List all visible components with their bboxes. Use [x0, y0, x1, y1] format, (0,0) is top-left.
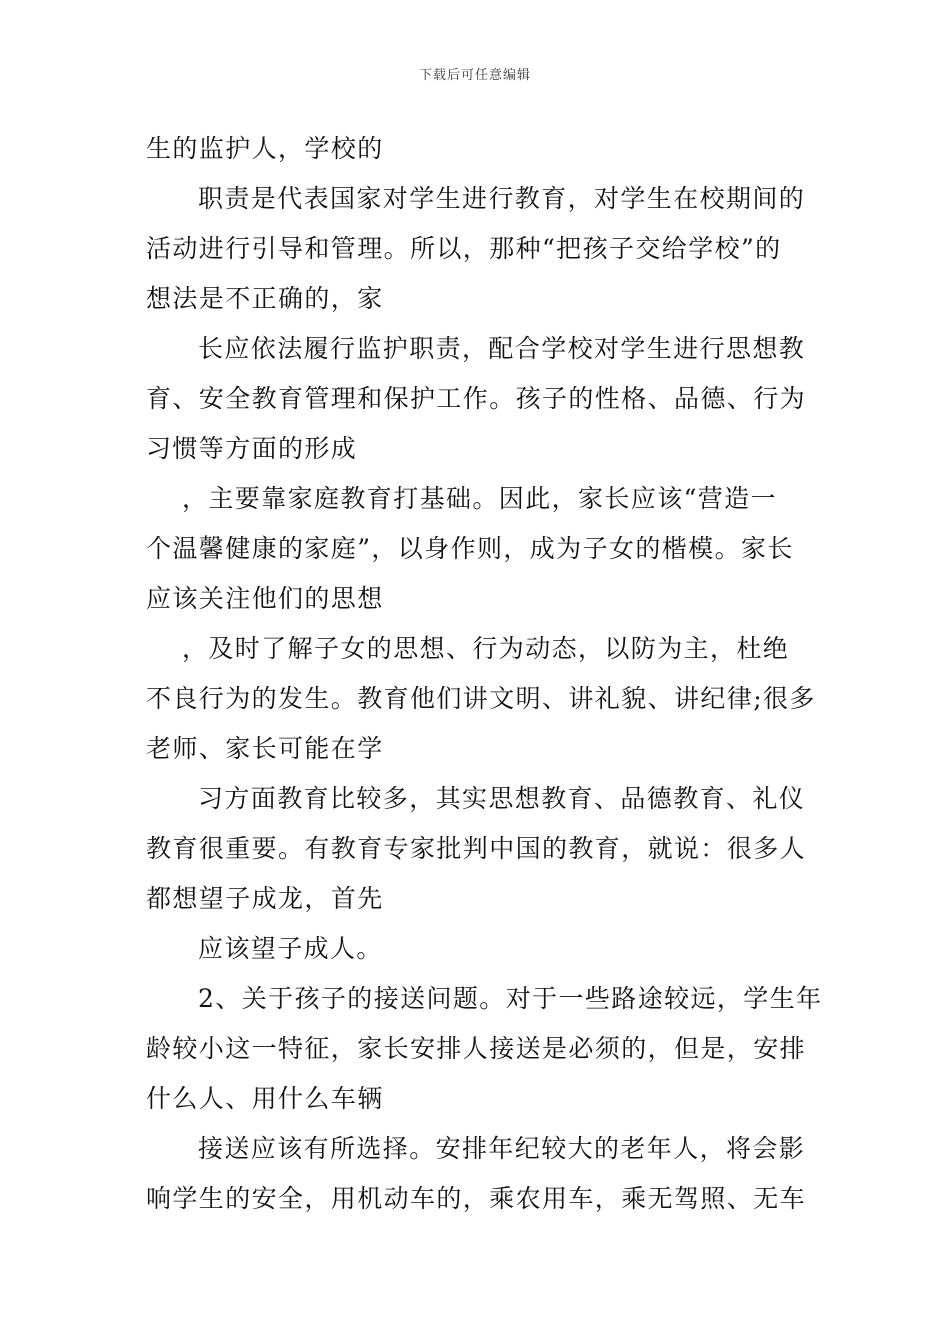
- text-line: 龄较小这一特征，家长安排人接送是必须的，但是，安排: [146, 1034, 807, 1063]
- text-line: 老师、家长可能在学: [146, 734, 384, 763]
- text-line: 应该望子成人。: [198, 934, 383, 963]
- text-line: 都想望子成龙，首先: [146, 884, 384, 913]
- text-line: 个温馨健康的家庭”，以身作则，成为子女的楷模。家长: [146, 534, 794, 563]
- text-line: 活动进行引导和管理。所以，那种“把孩子交给学校”的: [146, 234, 782, 263]
- text-line: 什么人、用什么车辆: [146, 1084, 384, 1113]
- text-line: 职责是代表国家对学生进行教育，对学生在校期间的: [198, 184, 806, 213]
- text-line: 教育很重要。有教育专家批判中国的教育，就说：很多人: [146, 834, 807, 863]
- text-line: 习惯等方面的形成: [146, 434, 358, 463]
- text-line: 应该关注他们的思想: [146, 584, 384, 613]
- text-line: 想法是不正确的，家: [146, 284, 384, 313]
- text-line: 响学生的安全，用机动车的，乘农用车，乘无驾照、无车: [146, 1184, 807, 1213]
- text-line: ，及时了解子女的思想、行为动态，以防为主，杜绝: [182, 634, 790, 663]
- text-line: 生的监护人，学校的: [146, 134, 384, 163]
- text-line: ，主要靠家庭教育打基础。因此，家长应该“营造一: [182, 484, 777, 513]
- page-header: 下载后可任意编辑: [418, 68, 531, 83]
- text-line: 不良行为的发生。教育他们讲文明、讲礼貌、讲纪律;很多: [146, 684, 816, 713]
- document-body: [146, 124, 823, 1224]
- text-line: 接送应该有所选择。安排年纪较大的老年人，将会影: [198, 1134, 806, 1163]
- text-line: 长应依法履行监护职责，配合学校对学生进行思想教: [198, 334, 806, 363]
- text-line: 习方面教育比较多，其实思想教育、品德教育、礼仪: [198, 784, 806, 813]
- text-line: 2、关于孩子的接送问题。对于一些路途较远，学生年: [198, 984, 823, 1013]
- text-line: 育、安全教育管理和保护工作。孩子的性格、品德、行为: [146, 384, 807, 413]
